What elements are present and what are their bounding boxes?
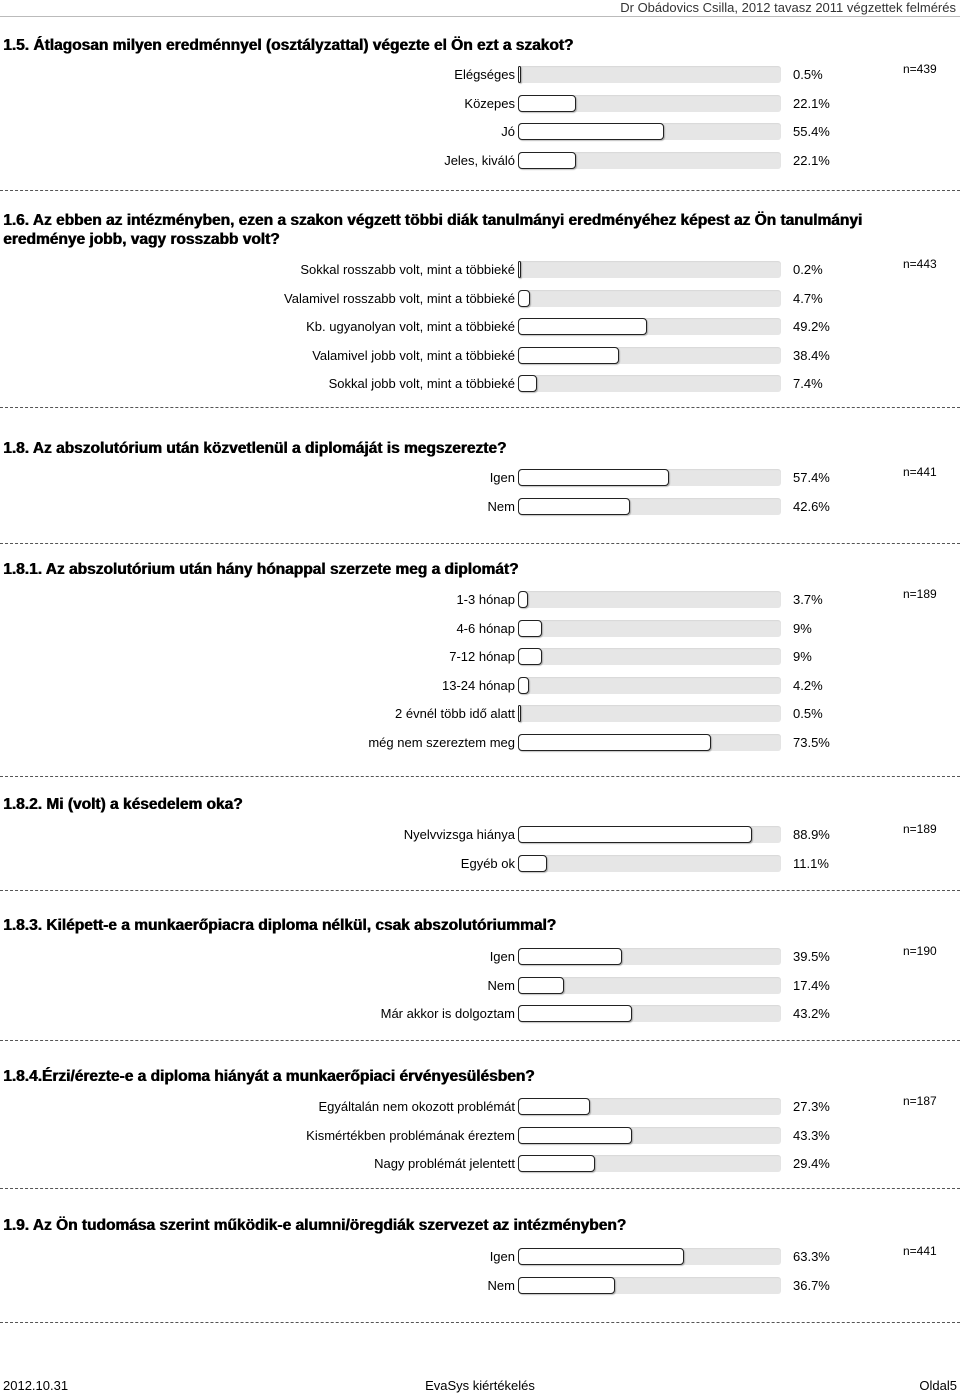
percent-label: 39.5% xyxy=(793,949,830,964)
bar-track xyxy=(518,290,781,307)
bar-track xyxy=(518,66,781,83)
answer-label: Igen xyxy=(489,949,515,964)
percent-label: 88.9% xyxy=(793,827,830,842)
answer-label: 4-6 hónap xyxy=(456,621,515,636)
bar-track xyxy=(518,1277,781,1294)
answer-row xyxy=(0,150,960,172)
header-divider xyxy=(0,16,960,17)
answer-row xyxy=(0,946,960,968)
bar-track xyxy=(518,1098,781,1115)
section-divider xyxy=(0,543,960,544)
answer-label: 7-12 hónap xyxy=(449,649,515,664)
answer-row xyxy=(0,675,960,697)
sample-size-label: n=190 xyxy=(903,944,937,958)
percent-label: 4.2% xyxy=(793,678,823,693)
bar-track xyxy=(518,620,781,637)
question-title: 1.9. Az Ön tudomása szerint működik-e alumni/öregdiák szervezet az intézményben? xyxy=(3,1217,627,1234)
percent-label: 63.3% xyxy=(793,1249,830,1264)
bar-track xyxy=(518,648,781,665)
percent-label: 0.5% xyxy=(793,706,823,721)
bar-track xyxy=(518,855,781,872)
percent-label: 55.4% xyxy=(793,124,830,139)
bar xyxy=(518,290,530,307)
answer-label: 1-3 hónap xyxy=(456,592,515,607)
bar-track xyxy=(518,677,781,694)
bar xyxy=(518,1098,590,1115)
answer-label: még nem szereztem meg xyxy=(368,735,515,750)
bar xyxy=(518,318,647,335)
question-title: 1.5. Átlagosan milyen eredménnyel (osztályzattal) végezte el Ön ezt a szakot? xyxy=(3,37,574,54)
bar xyxy=(518,95,576,112)
sample-size-label: n=441 xyxy=(903,465,937,479)
answer-label: Nem xyxy=(487,499,515,514)
answer-row xyxy=(0,1096,960,1118)
bar xyxy=(518,66,521,83)
answer-row xyxy=(0,1153,960,1175)
answer-label: 13-24 hónap xyxy=(441,678,515,693)
answer-label: Egyéb ok xyxy=(460,856,515,871)
bar xyxy=(518,152,576,169)
bar xyxy=(518,948,622,965)
bar xyxy=(518,1155,595,1172)
bar xyxy=(518,1005,632,1022)
section-divider xyxy=(0,776,960,777)
answer-label: Nem xyxy=(487,1278,515,1293)
bar xyxy=(518,498,630,515)
bar-track xyxy=(518,95,781,112)
question-title: 1.8.3. Kilépett-e a munkaerőpiacra diploma nélkül, csak abszolutóriummal? xyxy=(3,917,557,934)
bar-track xyxy=(518,948,781,965)
answer-row xyxy=(0,1275,960,1297)
bar-track xyxy=(518,591,781,608)
bar-track xyxy=(518,375,781,392)
answer-label: 2 évnél több idő alatt xyxy=(395,706,515,721)
sample-size-label: n=439 xyxy=(903,62,937,76)
bar-track xyxy=(518,469,781,486)
bar xyxy=(518,648,542,665)
bar-track xyxy=(518,261,781,278)
answer-row xyxy=(0,853,960,875)
percent-label: 42.6% xyxy=(793,499,830,514)
section-divider xyxy=(0,1040,960,1041)
percent-label: 29.4% xyxy=(793,1156,830,1171)
section-divider xyxy=(0,190,960,191)
bar-track xyxy=(518,347,781,364)
percent-label: 43.2% xyxy=(793,1006,830,1021)
answer-row xyxy=(0,345,960,367)
answer-label: Nagy problémát jelentett xyxy=(374,1156,515,1171)
bar-track xyxy=(518,1248,781,1265)
bar xyxy=(518,855,547,872)
section-divider xyxy=(0,1188,960,1189)
bar-track xyxy=(518,152,781,169)
bar xyxy=(518,123,664,140)
percent-label: 7.4% xyxy=(793,376,823,391)
bar xyxy=(518,591,528,608)
bar xyxy=(518,347,619,364)
sample-size-label: n=189 xyxy=(903,822,937,836)
bar-track xyxy=(518,1005,781,1022)
answer-label: Kb. ugyanolyan volt, mint a többieké xyxy=(306,319,515,334)
question-title: 1.8. Az abszolutórium után közvetlenül a diplomáját is megszerezte? xyxy=(3,440,507,457)
bar xyxy=(518,261,521,278)
question-title: 1.6. Az ebben az intézményben, ezen a szakon végzett többi diák tanulmányi eredményéhez képest az Ön tanulmányi eredménye jobb, vagy rosszabb volt? xyxy=(3,212,863,248)
sample-size-label: n=189 xyxy=(903,587,937,601)
percent-label: 22.1% xyxy=(793,153,830,168)
answer-row xyxy=(0,496,960,518)
answer-row xyxy=(0,259,960,281)
answer-row xyxy=(0,732,960,754)
answer-row xyxy=(0,121,960,143)
bar-track xyxy=(518,734,781,751)
answer-row xyxy=(0,589,960,611)
bar-track xyxy=(518,498,781,515)
page-header: Dr Obádovics Csilla, 2012 tavasz 2011 végzettek felmérés xyxy=(620,0,956,15)
answer-label: Jó xyxy=(501,124,515,139)
question-title: 1.8.4.Érzi/érezte-e a diploma hiányát a munkaerőpiaci érvényesülésben? xyxy=(3,1068,535,1085)
answer-row xyxy=(0,1003,960,1025)
answer-row xyxy=(0,703,960,725)
footer-page-number: Oldal5 xyxy=(919,1378,957,1393)
answer-label: Valamivel rosszabb volt, mint a többieké xyxy=(284,291,515,306)
percent-label: 27.3% xyxy=(793,1099,830,1114)
question-title: 1.8.1. Az abszolutórium után hány hónappal szerzete meg a diplomát? xyxy=(3,561,519,578)
answer-label: Jeles, kiváló xyxy=(444,153,515,168)
answer-row xyxy=(0,646,960,668)
bar xyxy=(518,677,529,694)
bar-track xyxy=(518,1155,781,1172)
percent-label: 49.2% xyxy=(793,319,830,334)
answer-label: Valamivel jobb volt, mint a többieké xyxy=(312,348,515,363)
bar-track xyxy=(518,977,781,994)
question-title: 1.8.2. Mi (volt) a késedelem oka? xyxy=(3,796,243,813)
percent-label: 57.4% xyxy=(793,470,830,485)
bar-track xyxy=(518,1127,781,1144)
answer-row xyxy=(0,1246,960,1268)
bar xyxy=(518,375,537,392)
bar xyxy=(518,1248,684,1265)
answer-label: Kismértékben problémának éreztem xyxy=(306,1128,515,1143)
answer-row xyxy=(0,373,960,395)
answer-label: Igen xyxy=(489,470,515,485)
percent-label: 36.7% xyxy=(793,1278,830,1293)
answer-row xyxy=(0,467,960,489)
answer-label: Egyáltalán nem okozott problémát xyxy=(318,1099,515,1114)
answer-label: Nem xyxy=(487,978,515,993)
sample-size-label: n=443 xyxy=(903,257,937,271)
footer-date: 2012.10.31 xyxy=(3,1378,69,1393)
bar xyxy=(518,1277,615,1294)
answer-row xyxy=(0,1125,960,1147)
section-divider xyxy=(0,1322,960,1323)
percent-label: 43.3% xyxy=(793,1128,830,1143)
percent-label: 38.4% xyxy=(793,348,830,363)
answer-row xyxy=(0,975,960,997)
bar xyxy=(518,469,669,486)
answer-row xyxy=(0,824,960,846)
footer-center-label: EvaSys kiértékelés xyxy=(425,1378,535,1393)
percent-label: 0.2% xyxy=(793,262,823,277)
percent-label: 0.5% xyxy=(793,67,823,82)
answer-label: Közepes xyxy=(464,96,515,111)
percent-label: 9% xyxy=(793,621,812,636)
bar xyxy=(518,620,542,637)
section-divider xyxy=(0,407,960,408)
answer-row xyxy=(0,618,960,640)
answer-label: Nyelvvizsga hiánya xyxy=(403,827,515,842)
sample-size-label: n=441 xyxy=(903,1244,937,1258)
bar xyxy=(518,826,752,843)
percent-label: 9% xyxy=(793,649,812,664)
section-divider xyxy=(0,890,960,891)
bar-track xyxy=(518,318,781,335)
bar xyxy=(518,734,711,751)
percent-label: 4.7% xyxy=(793,291,823,306)
percent-label: 17.4% xyxy=(793,978,830,993)
percent-label: 11.1% xyxy=(793,856,829,871)
percent-label: 73.5% xyxy=(793,735,830,750)
bar-track xyxy=(518,123,781,140)
bar xyxy=(518,705,521,722)
percent-label: 3.7% xyxy=(793,592,823,607)
answer-label: Sokkal jobb volt, mint a többieké xyxy=(328,376,515,391)
answer-row xyxy=(0,288,960,310)
bar xyxy=(518,1127,632,1144)
bar-track xyxy=(518,705,781,722)
bar xyxy=(518,977,564,994)
answer-label: Igen xyxy=(489,1249,515,1264)
answer-label: Sokkal rosszabb volt, mint a többieké xyxy=(300,262,515,277)
answer-row xyxy=(0,64,960,86)
answer-row xyxy=(0,93,960,115)
answer-label: Már akkor is dolgoztam xyxy=(380,1006,515,1021)
answer-label: Elégséges xyxy=(454,67,515,82)
answer-row xyxy=(0,316,960,338)
sample-size-label: n=187 xyxy=(903,1094,937,1108)
percent-label: 22.1% xyxy=(793,96,830,111)
bar-track xyxy=(518,826,781,843)
